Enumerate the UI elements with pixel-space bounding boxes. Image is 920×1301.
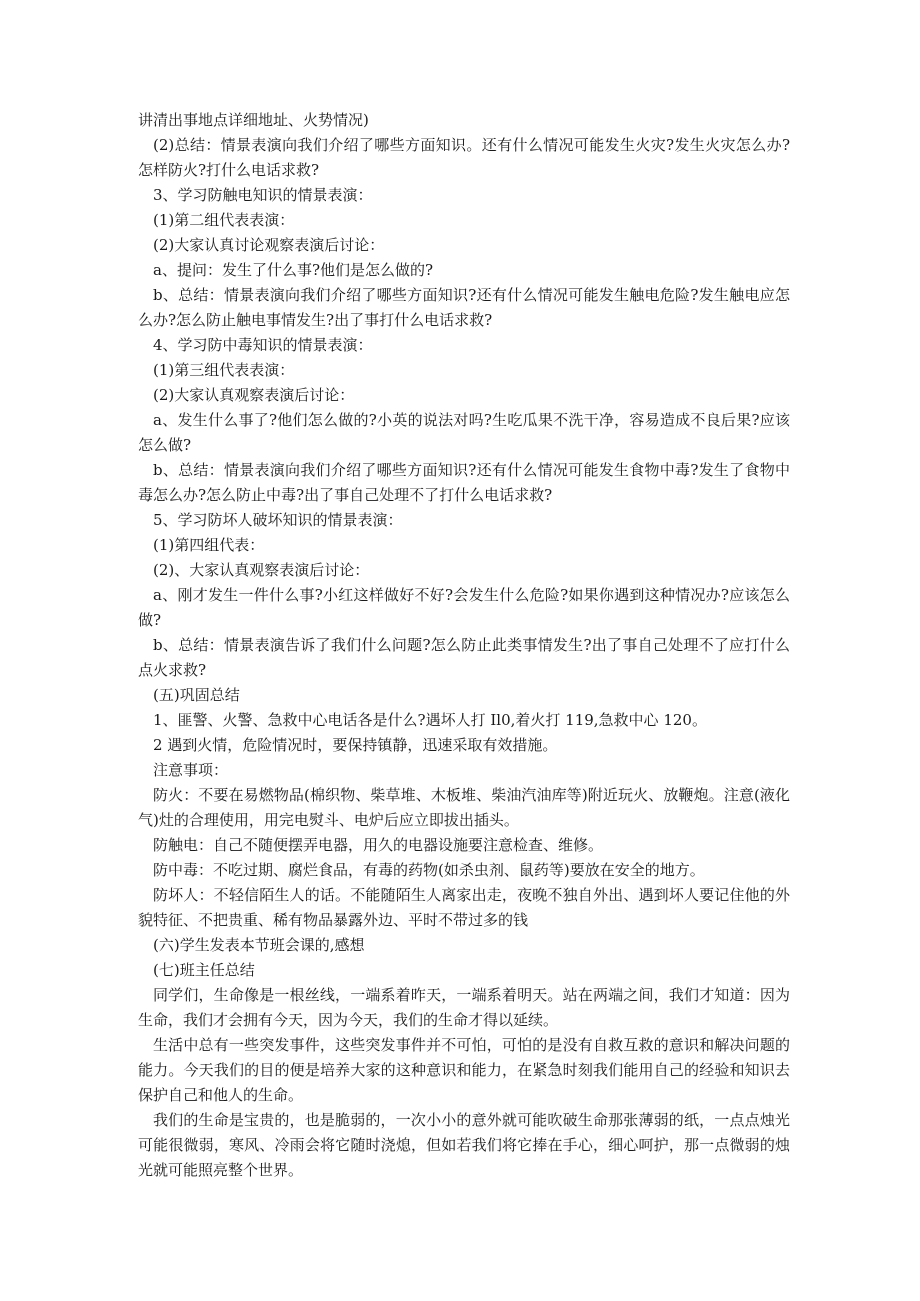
section-heading: (六)学生发表本节班会课的,感想 [153, 936, 365, 954]
paragraph: 防火：不要在易燃物品(棉织物、柴草堆、木板堆、柴油汽油库等)附近玩火、放鞭炮。注意(液化气)灶的合理使用，用完电熨斗、电炉后应立即拔出插头。 [138, 786, 790, 829]
paragraph: 同学们，生命像是一根丝线，一端系着昨天，一端系着明天。站在两端之间，我们才知道：因为生命，我们才会拥有今天，因为今天，我们的生命才得以延续。 [138, 986, 790, 1029]
paragraph: (2)大家认真观察表演后讨论： [153, 386, 355, 404]
paragraph: (2)总结：情景表演向我们介绍了哪些方面知识。还有什么情况可能发生火灾?发生火灾怎么办?怎样防火?打什么电话求救? [138, 136, 790, 179]
paragraph: 我们的生命是宝贵的，也是脆弱的，一次小小的意外就可能吹破生命那张薄弱的纸，一点点烛光可能很微弱，寒风、冷雨会将它随时浇熄，但如若我们将它捧在手心，细心呵护，那一点微弱的烛光就可能照亮整个世界。 [138, 1111, 790, 1179]
paragraph: (2)大家认真讨论观察表演后讨论： [153, 236, 385, 254]
section-heading: 5、学习防坏人破坏知识的情景表演： [153, 511, 403, 529]
paragraph: 1、匪警、火警、急救中心电话各是什么?遇坏人打 Il0,着火打 119,急救中心 120。 [153, 711, 707, 729]
section-heading: 3、学习防触电知识的情景表演： [153, 186, 373, 204]
paragraph: 2 遇到火情，危险情况时，要保持镇静，迅速采取有效措施。 [153, 736, 558, 754]
section-heading: (七)班主任总结 [153, 961, 255, 979]
paragraph: 防中毒：不吃过期、腐烂食品，有毒的药物(如杀虫剂、鼠药等)要放在安全的地方。 [153, 861, 705, 879]
paragraph: a、提问：发生了什么事?他们是怎么做的? [153, 261, 434, 279]
paragraph: (1)第二组代表表演： [153, 211, 295, 229]
paragraph: b、总结：情景表演向我们介绍了哪些方面知识?还有什么情况可能发生食物中毒?发生了食物中毒怎么办?怎么防止中毒?出了事自己处理不了打什么电话求救? [138, 461, 790, 504]
document-page [138, 108, 790, 1183]
paragraph: 防坏人：不轻信陌生人的话。不能随陌生人离家出走，夜晚不独自外出、遇到坏人要记住他的外貌特征、不把贵重、稀有物品暴露外边、平时不带过多的钱 [138, 886, 790, 929]
paragraph: b、总结：情景表演向我们介绍了哪些方面知识?还有什么情况可能发生触电危险?发生触电应怎么办?怎么防止触电事情发生?出了事打什么电话求救? [138, 286, 790, 329]
section-heading: 注意事项： [153, 761, 229, 779]
paragraph: (2)、大家认真观察表演后讨论： [153, 561, 370, 579]
paragraph: b、总结：情景表演告诉了我们什么问题?怎么防止此类事情发生?出了事自己处理不了应打什么点火求救? [138, 636, 790, 679]
paragraph: a、发生什么事了?他们怎么做的?小英的说法对吗?生吃瓜果不洗干净，容易造成不良后果?应该怎么做? [138, 411, 790, 454]
paragraph: (1)第四组代表： [153, 536, 265, 554]
paragraph: 生活中总有一些突发事件，这些突发事件并不可怕，可怕的是没有自救互救的意识和解决问题的能力。今天我们的目的便是培养大家的这种意识和能力，在紧急时刻我们能用自己的经验和知识去保护自己和他人的生命。 [138, 1036, 790, 1104]
paragraph: 讲清出事地点详细地址、火势情况) [138, 111, 369, 129]
paragraph: 防触电：自己不随便摆弄电器，用久的电器设施要注意检查、维修。 [153, 836, 604, 854]
paragraph: a、刚才发生一件什么事?小红这样做好不好?会发生什么危险?如果你遇到这种情况办?应该怎么做? [138, 586, 790, 629]
section-heading: (五)巩固总结 [153, 686, 240, 704]
section-heading: 4、学习防中毒知识的情景表演： [153, 336, 373, 354]
paragraph: (1)第三组代表表演： [153, 361, 295, 379]
